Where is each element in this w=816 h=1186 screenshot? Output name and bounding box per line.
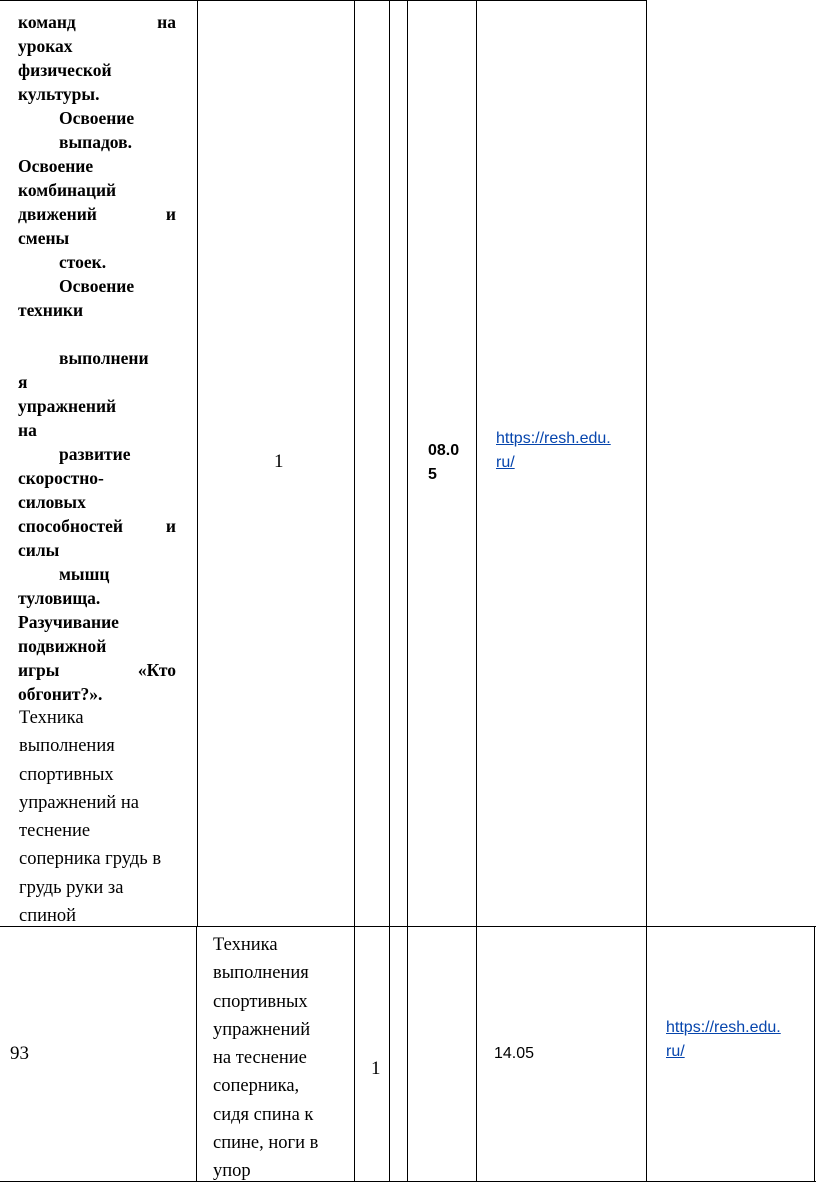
lesson-topic-subtitle (19, 704, 191, 930)
topic-word: обгонит?». (18, 684, 103, 704)
topic-line (18, 394, 176, 418)
topic-line (18, 562, 176, 586)
col-divider-3 (389, 0, 390, 1182)
topic-line: на теснение (213, 1048, 307, 1069)
topic-line (18, 466, 176, 490)
row1-date-line: 08.0 (428, 442, 460, 459)
lesson-topic-bold (18, 10, 176, 706)
row1-date-line: 5 (428, 466, 437, 483)
topic-word: я (18, 372, 28, 392)
topic-line (18, 250, 176, 274)
topic-line (18, 322, 176, 346)
topic-word: техники (18, 300, 84, 320)
row1-date (428, 439, 459, 487)
topic-line (18, 178, 176, 202)
topic-line (18, 442, 176, 466)
subtitle-line: спиной (19, 906, 77, 927)
topic-line: соперника, (213, 1076, 300, 1097)
topic-word: комбинаций (18, 180, 117, 200)
topic-line (18, 130, 176, 154)
topic-word: мышц (59, 564, 110, 584)
topic-line: сидя спина к (213, 1104, 314, 1125)
col-divider-4 (407, 0, 408, 1182)
topic-word: развитие (59, 444, 131, 464)
col-divider-2 (354, 0, 355, 1182)
topic-word: выполнени (59, 348, 149, 368)
row2-resource-link[interactable] (666, 1016, 781, 1064)
row2-hours: 1 (371, 1058, 381, 1079)
topic-word: команд (18, 12, 76, 32)
topic-word: «Кто (137, 660, 176, 680)
row2-col-divider-1 (196, 926, 197, 1182)
topic-word: силы (18, 540, 60, 560)
topic-line: упражнений (213, 1019, 311, 1040)
topic-line (18, 586, 176, 610)
topic-word: туловища. (18, 588, 101, 608)
subtitle-line: спортивных (19, 764, 114, 785)
topic-word: выпадов. (59, 132, 132, 152)
row2-right-border (814, 926, 815, 1182)
topic-word: смены (18, 228, 70, 248)
row2-bottom-border (0, 1181, 816, 1182)
row1-link-line: https://resh.edu. (496, 430, 611, 447)
topic-word: силовых (18, 492, 86, 512)
topic-word: и (165, 204, 176, 224)
topic-word: и (165, 516, 176, 536)
topic-word: движений (18, 204, 97, 224)
topic-word: физической (18, 60, 112, 80)
topic-line (18, 226, 176, 250)
row2-topic (213, 931, 318, 1186)
row1-hours: 1 (274, 451, 284, 472)
row2-date: 14.05 (494, 1045, 535, 1062)
col-divider-6 (646, 0, 647, 1182)
topic-word: на (157, 12, 176, 32)
topic-word: подвижной (18, 636, 107, 656)
topic-line (18, 418, 176, 442)
topic-line (18, 58, 176, 82)
topic-line (18, 298, 176, 322)
topic-line (18, 106, 176, 130)
topic-word: стоек. (59, 252, 107, 272)
topic-line (18, 274, 176, 298)
topic-word: на (18, 420, 37, 440)
topic-word: упражнений (18, 396, 117, 416)
topic-line (18, 682, 176, 706)
row1-link-line: ru/ (496, 454, 515, 471)
topic-line: выполнения (213, 963, 309, 984)
topic-line: упор (213, 1161, 251, 1182)
topic-line (18, 154, 176, 178)
row2-link-line: https://resh.edu. (666, 1019, 781, 1036)
topic-word: игры (18, 660, 60, 680)
subtitle-line: теснение (19, 821, 91, 842)
topic-word: культуры. (18, 84, 100, 104)
topic-line (18, 658, 176, 682)
topic-line (18, 202, 176, 226)
subtitle-line: Техника (19, 708, 84, 728)
topic-line (18, 34, 176, 58)
topic-line (18, 370, 176, 394)
topic-line (18, 610, 176, 634)
row1-resource-link[interactable] (496, 427, 611, 475)
col-divider-5 (476, 0, 477, 1182)
subtitle-line: выполнения (19, 736, 115, 757)
topic-word: способностей (18, 516, 123, 536)
topic-line (18, 346, 176, 370)
row2-number: 93 (10, 1043, 29, 1064)
topic-word: уроках (18, 36, 73, 56)
subtitle-line: упражнений на (19, 792, 139, 813)
topic-line (18, 514, 176, 538)
topic-line (18, 10, 176, 34)
topic-line (18, 82, 176, 106)
topic-word: Освоение (59, 276, 135, 296)
topic-word: Освоение (18, 156, 94, 176)
topic-line (18, 634, 176, 658)
row1-col-divider-1 (197, 0, 198, 926)
row1-top-border (0, 0, 647, 1)
topic-word: скоростно- (18, 468, 104, 488)
topic-line: спине, ноги в (213, 1133, 319, 1154)
topic-word: Разучивание (18, 612, 119, 632)
subtitle-line: соперника грудь в (19, 849, 162, 870)
topic-line: спортивных (213, 991, 308, 1012)
topic-line (18, 538, 176, 562)
topic-word: Освоение (59, 108, 135, 128)
topic-line (18, 490, 176, 514)
topic-line: Техника (213, 935, 278, 955)
subtitle-line: грудь руки за (19, 877, 124, 898)
row2-link-line: ru/ (666, 1043, 685, 1060)
